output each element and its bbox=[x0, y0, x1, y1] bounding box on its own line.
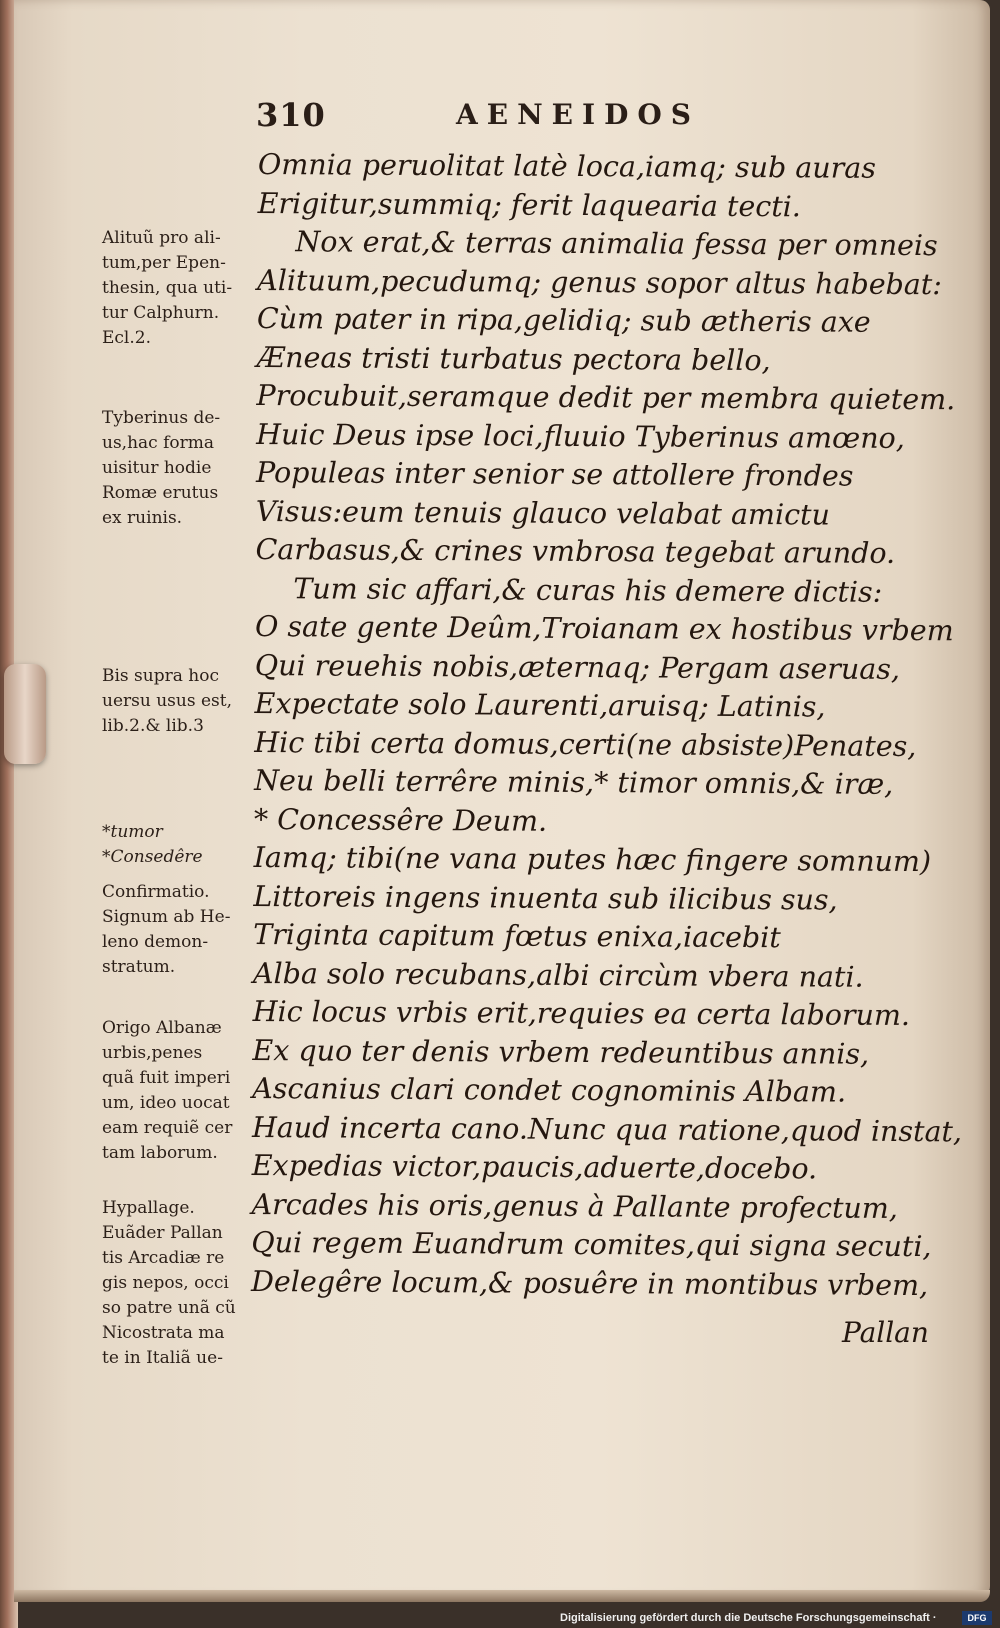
verse-line: Ascanius clari condet cognominis Albam. bbox=[252, 1071, 847, 1109]
marginal-note-line: leno demon- bbox=[102, 932, 209, 952]
marginal-note-line: eam requiẽ cer bbox=[102, 1118, 233, 1138]
marginal-note-line: Tyberinus de- bbox=[102, 408, 221, 428]
marginal-note-line: *Consedêre bbox=[102, 847, 203, 867]
marginal-note-line: Nicostrata ma bbox=[102, 1323, 225, 1343]
marginal-note bbox=[102, 664, 262, 739]
catchword: Pallan bbox=[842, 1316, 929, 1349]
verse-line: Hic tibi certa domus,certi(ne absiste)Penates, bbox=[254, 725, 917, 763]
verse-line: Expedias victor,paucis,aduerte,docebo. bbox=[251, 1148, 818, 1186]
marginal-note-line: uisitur hodie bbox=[102, 458, 212, 478]
marginal-note-line: so patre unã cũ bbox=[102, 1298, 236, 1318]
verse-line: Haud incerta cano.Nunc qua ratione,quod instat, bbox=[251, 1110, 963, 1148]
marginal-note bbox=[102, 406, 262, 531]
page-edge bbox=[14, 1590, 990, 1602]
verse-line: Procubuit,seramque dedit per membra quietem. bbox=[256, 378, 956, 417]
marginal-note-line: Bis supra hoc bbox=[102, 666, 219, 686]
verse-line: Arcades his oris,genus à Pallante profectum, bbox=[251, 1187, 899, 1225]
verse-line: Carbasus,& crines vmbrosa tegebat arundo. bbox=[255, 532, 896, 570]
marginal-note-line: *tumor bbox=[102, 822, 163, 842]
verse-line: Triginta capitum fœtus enixa,iacebit bbox=[253, 917, 781, 955]
marginal-note-line: us,hac forma bbox=[102, 433, 214, 453]
verse-text bbox=[250, 146, 963, 1305]
verse-line: Visus:eum tenuis glauco velabat amictu bbox=[255, 494, 831, 532]
verse-line: Expectate solo Laurenti,aruisq; Latinis, bbox=[254, 686, 826, 724]
marginal-note-line: tam laborum. bbox=[102, 1143, 218, 1163]
marginal-note bbox=[102, 226, 262, 351]
marginal-note-line: Romæ erutus bbox=[102, 483, 219, 503]
verse-line: Neu belli terrêre minis,* timor omnis,& iræ, bbox=[254, 763, 894, 801]
marginal-note-line: stratum. bbox=[102, 957, 176, 977]
verse-line: Alba solo recubans,albi circùm vbera nati. bbox=[252, 956, 864, 994]
marginal-note-line: te in Italiã ue- bbox=[102, 1348, 223, 1368]
marginal-note-line: tum,per Epen- bbox=[102, 253, 226, 273]
marginal-note-line: Ecl.2. bbox=[102, 328, 151, 348]
verse-line: Populeas inter senior se attollere frondes bbox=[255, 455, 854, 493]
verse-line: Erigitur,summiq; ferit laquearia tecti. bbox=[257, 186, 801, 223]
verse-line: O sate gente Deûm,Troianam ex hostibus vrbem bbox=[254, 609, 954, 648]
verse-line: Cùm pater in ripa,gelidiq; sub ætheris axe bbox=[256, 301, 871, 339]
digitization-credit: Digitalisierung gefördert durch die Deutsche Forschungsgemeinschaft · bbox=[560, 1612, 937, 1624]
verse-line: Ex quo ter denis vrbem redeuntibus annis, bbox=[252, 1033, 870, 1071]
marginal-note-line: Confirmatio. bbox=[102, 882, 210, 902]
marginal-note-line: quã fuit imperi bbox=[102, 1068, 231, 1088]
marginal-note-line: tis Arcadiæ re bbox=[102, 1248, 225, 1268]
marginal-note-line: ex ruinis. bbox=[102, 508, 183, 528]
verse-line: Alituum,pecudumq; genus sopor altus habebat: bbox=[257, 263, 943, 301]
dfg-logo: DFG bbox=[962, 1611, 992, 1625]
marginal-note-line: thesin, qua uti- bbox=[102, 278, 233, 298]
verse-line: * Concessêre Deum. bbox=[253, 802, 548, 838]
marginal-note-line: urbis,penes bbox=[102, 1043, 203, 1063]
running-title: AENEIDOS bbox=[456, 98, 700, 131]
marginal-note-line: uersu usus est, bbox=[102, 691, 232, 711]
marginal-note-line: um, ideo uocat bbox=[102, 1093, 230, 1113]
verse-line: Tum sic affari,& curas his demere dictis: bbox=[293, 571, 883, 609]
marginal-note bbox=[102, 820, 262, 870]
marginal-note-line: gis nepos, occi bbox=[102, 1273, 229, 1293]
marginal-note-line: lib.2.& lib.3 bbox=[102, 716, 204, 736]
marginal-note-line: Origo Albanæ bbox=[102, 1018, 222, 1038]
verse-line: Hic locus vrbis erit,requies ea certa laborum. bbox=[252, 994, 911, 1032]
marginal-note bbox=[102, 1016, 262, 1166]
verse-line: Iamq; tibi(ne vana putes hæc fingere somnum) bbox=[253, 840, 932, 879]
book-clasp bbox=[4, 664, 46, 764]
marginal-note-line: Hypallage. bbox=[102, 1198, 195, 1218]
verse-line: Delegêre locum,& posuêre in montibus vrbem, bbox=[250, 1264, 929, 1302]
marginal-note-line: tur Calphurn. bbox=[102, 303, 220, 323]
page-number: 310 bbox=[256, 96, 326, 134]
verse-line: Qui regem Euandrum comites,qui signa secuti, bbox=[251, 1225, 932, 1264]
verse-line: Huic Deus ipse loci,fluuio Tyberinus amœno, bbox=[256, 417, 905, 455]
marginal-note-line: Alituũ pro ali- bbox=[102, 228, 221, 248]
verse-line: Qui reuehis nobis,æternaq; Pergam aseruas, bbox=[254, 648, 901, 686]
verse-line: Æneas tristi turbatus pectora bello, bbox=[256, 340, 771, 377]
marginal-note-line: Signum ab He- bbox=[102, 907, 231, 927]
verse-line: Littoreis ingens inuenta sub ilicibus sus, bbox=[253, 879, 838, 917]
marginal-note-line: Euãder Pallan bbox=[102, 1223, 223, 1243]
page-header bbox=[256, 96, 756, 146]
marginal-note bbox=[102, 1196, 262, 1371]
verse-line: Nox erat,& terras animalia fessa per omneis bbox=[295, 225, 938, 263]
marginal-note bbox=[102, 880, 262, 980]
verse-line: Omnia peruolitat latè loca,iamq; sub auras bbox=[257, 147, 877, 185]
